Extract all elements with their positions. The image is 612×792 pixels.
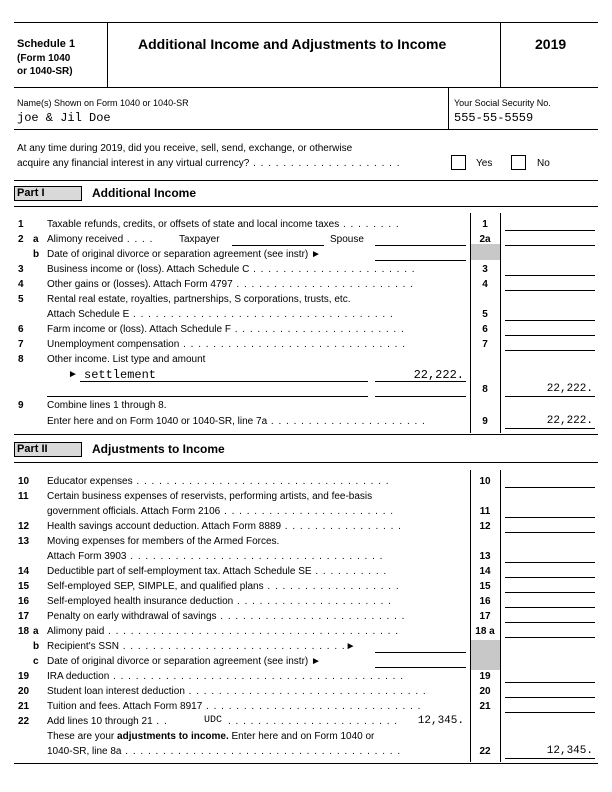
line-5-desc-1: Rental real estate, royalties, partnerships, S corporations, trusts, etc. xyxy=(47,294,351,305)
line-22-number: 22 xyxy=(18,716,30,727)
name-label: Name(s) Shown on Form 1040 or 1040-SR xyxy=(17,98,189,108)
line-10-amount-field[interactable] xyxy=(505,487,595,488)
line-5-desc-2: Attach Schedule E . . . . . . . . . . . . . . . . . . . . . . . . . . . . . . . . . . . xyxy=(47,309,394,320)
line-2a-spouse-label: Spouse xyxy=(330,234,364,245)
line-21-desc: Tuition and fees. Attach Form 8917 . . . . . . . . . . . . . . . . . . . . . . . . . . . . . xyxy=(47,701,422,712)
line-17-desc: Penalty on early withdrawal of savings . . . . . . . . . . . . . . . . . . . . . . . . . xyxy=(47,611,406,622)
line-16-desc: Self-employed health insurance deduction . . . . . . . . . . . . . . . . . . . . . xyxy=(47,596,392,607)
line-2a-amount-field[interactable] xyxy=(505,245,595,246)
line-21-amount-field[interactable] xyxy=(505,712,595,713)
line-1-number: 1 xyxy=(18,219,24,230)
form-line-2: or 1040-SR) xyxy=(17,66,73,77)
line-2a-spouse-field[interactable] xyxy=(375,245,466,246)
line-20-box: 20 xyxy=(479,686,491,697)
arrow-right-icon: ► xyxy=(311,656,321,667)
line-22-inline-amount[interactable]: 12,345. xyxy=(417,715,464,727)
line-11-desc-2: government officials. Attach Form 2106 . . . . . . . . . . . . . . . . . . . . . . . xyxy=(47,506,395,517)
line-12-box: 12 xyxy=(479,521,491,532)
line-15-desc: Self-employed SEP, SIMPLE, and qualified plans . . . . . . . . . . . . . . . . . . xyxy=(47,581,400,592)
line-8-amount[interactable]: 22,222. xyxy=(546,383,593,395)
line-7-number: 7 xyxy=(18,339,24,350)
part1-label: Part I xyxy=(14,186,82,201)
line-15-box: 15 xyxy=(479,581,491,592)
line-18a-desc: Alimony paid . . . . . . . . . . . . . . . . . . . . . . . . . . . . . . . . . . . . . . . xyxy=(47,626,399,637)
line-18c-date-field[interactable] xyxy=(375,667,466,668)
line-14-box: 14 xyxy=(479,566,491,577)
line-6-desc: Farm income or (loss). Attach Schedule F . . . . . . . . . . . . . . . . . . . . . . . xyxy=(47,324,405,335)
line-13-desc-1: Moving expenses for members of the Armed Forces. xyxy=(47,536,280,547)
line-18b-desc: Recipient's SSN . . . . . . . . . . . . . . . . . . . . . . . . . . . . . .► xyxy=(47,641,356,652)
line-8-type-field[interactable]: settlement xyxy=(84,368,157,382)
line-16-amount-field[interactable] xyxy=(505,607,595,608)
virtual-currency-question-line2: acquire any financial interest in any virtual currency? . . . . . . . . . . . . . . . . . . . . xyxy=(17,158,401,169)
line-15-amount-field[interactable] xyxy=(505,592,595,593)
yes-label: Yes xyxy=(476,158,493,169)
line-16-box: 16 xyxy=(479,596,491,607)
line-14-number: 14 xyxy=(18,566,30,577)
line-7-desc: Unemployment compensation . . . . . . . . . . . . . . . . . . . . . . . . . . . . . . xyxy=(47,339,406,350)
line-3-number: 3 xyxy=(18,264,24,275)
line-11-amount-field[interactable] xyxy=(505,517,595,518)
line-12-number: 12 xyxy=(18,521,30,532)
line-2b-desc: Date of original divorce or separation agreement (see instr) ► xyxy=(47,249,321,260)
line-9-box: 9 xyxy=(482,416,488,427)
line-21-box: 21 xyxy=(479,701,491,712)
line-9-number: 9 xyxy=(18,400,24,411)
line-19-number: 19 xyxy=(18,671,30,682)
line-14-desc: Deductible part of self-employment tax. Attach Schedule SE . . . . . . . . . . xyxy=(47,566,388,577)
line-11-box: 11 xyxy=(479,506,491,517)
line-9-desc-2: Enter here and on Form 1040 or 1040-SR, line 7a . . . . . . . . . . . . . . . . . . . . . xyxy=(47,416,426,427)
line-4-amount-field[interactable] xyxy=(505,290,595,291)
line-5-amount-field[interactable] xyxy=(505,320,595,321)
line-3-desc: Business income or (loss). Attach Schedule C . . . . . . . . . . . . . . . . . . . . . . xyxy=(47,264,416,275)
line-8-inline-amount[interactable]: 22,222. xyxy=(413,368,464,382)
form-title: Additional Income and Adjustments to Income xyxy=(138,36,447,52)
line-2a-taxpayer-label: Taxpayer xyxy=(179,234,220,245)
line-12-desc: Health savings account deduction. Attach Form 8889 . . . . . . . . . . . . . . . . xyxy=(47,521,402,532)
line-9-amount[interactable]: 22,222. xyxy=(546,415,593,427)
line-2a-box: 2a xyxy=(479,234,491,245)
line-18c-sub: c xyxy=(33,656,39,667)
line-20-number: 20 xyxy=(18,686,30,697)
line-13-number: 13 xyxy=(18,536,30,547)
virtual-currency-no-checkbox[interactable] xyxy=(511,155,526,170)
name-field[interactable]: joe & Jil Doe xyxy=(17,111,111,125)
line-10-number: 10 xyxy=(18,476,30,487)
line-18c-desc: Date of original divorce or separation agreement (see instr) ► xyxy=(47,656,321,667)
arrow-right-icon: ► xyxy=(345,641,356,652)
tax-year: 2019 xyxy=(535,36,567,52)
line-22-desc-3: 1040-SR, line 8a . . . . . . . . . . . . . . . . . . . . . . . . . . . . . . . . . . . . . xyxy=(47,746,402,757)
line-3-amount-field[interactable] xyxy=(505,275,595,276)
line-20-desc: Student loan interest deduction . . . . . . . . . . . . . . . . . . . . . . . . . . . . . . . . xyxy=(47,686,427,697)
line-5-number: 5 xyxy=(18,294,24,305)
arrow-right-icon: ► xyxy=(68,369,78,380)
line-6-number: 6 xyxy=(18,324,24,335)
arrow-right-icon: ► xyxy=(311,249,321,260)
line-15-number: 15 xyxy=(18,581,30,592)
line-17-amount-field[interactable] xyxy=(505,622,595,623)
line-7-box: 7 xyxy=(482,339,488,350)
line-5-box: 5 xyxy=(482,309,488,320)
line-22-code: UDC xyxy=(204,715,223,726)
line-18a-sub: a xyxy=(33,626,39,637)
line-20-amount-field[interactable] xyxy=(505,697,595,698)
line-7-amount-field[interactable] xyxy=(505,350,595,351)
line-1-box: 1 xyxy=(482,219,488,230)
line-19-desc: IRA deduction . . . . . . . . . . . . . . . . . . . . . . . . . . . . . . . . . . . . . . . xyxy=(47,671,404,682)
line-4-desc: Other gains or (losses). Attach Form 4797 . . . . . . . . . . . . . . . . . . . . . . . . xyxy=(47,279,414,290)
schedule-label: Schedule 1 xyxy=(17,38,76,50)
ssn-field[interactable]: 555-55-5559 xyxy=(454,111,534,125)
line-1-desc: Taxable refunds, credits, or offsets of state and local income taxes . . . . . . . . xyxy=(47,219,400,230)
line-22-box: 22 xyxy=(479,746,491,757)
ssn-label: Your Social Security No. xyxy=(454,98,551,108)
line-17-number: 17 xyxy=(18,611,30,622)
line-22-amount[interactable]: 12,345. xyxy=(546,745,593,757)
line-4-box: 4 xyxy=(482,279,488,290)
line-1-amount-field[interactable] xyxy=(505,230,595,231)
line-13-box: 13 xyxy=(479,551,491,562)
line-16-number: 16 xyxy=(18,596,30,607)
line-9-desc-1: Combine lines 1 through 8. xyxy=(47,400,167,411)
line-2b-date-field[interactable] xyxy=(375,260,466,261)
line-13-desc-2: Attach Form 3903 . . . . . . . . . . . . . . . . . . . . . . . . . . . . . . . . . . xyxy=(47,551,384,562)
virtual-currency-yes-checkbox[interactable] xyxy=(451,155,466,170)
line-8-number: 8 xyxy=(18,354,24,365)
line-3-box: 3 xyxy=(482,264,488,275)
line-18b-ssn-field[interactable] xyxy=(375,652,466,653)
line-22-desc: Add lines 10 through 21 . . xyxy=(47,716,168,727)
line-8-desc: Other income. List type and amount xyxy=(47,354,206,365)
form-line-1: (Form 1040 xyxy=(17,53,71,64)
line-21-number: 21 xyxy=(18,701,30,712)
line-22-desc-2: These are your adjustments to income. Enter here and on Form 1040 or xyxy=(47,731,375,742)
line-4-number: 4 xyxy=(18,279,24,290)
line-13-amount-field[interactable] xyxy=(505,562,595,563)
line-2a-taxpayer-field[interactable] xyxy=(232,245,324,246)
line-2-number: 2 xyxy=(18,234,24,245)
line-10-box: 10 xyxy=(479,476,491,487)
line-2a-sub: a xyxy=(33,234,39,245)
line-19-box: 19 xyxy=(479,671,491,682)
line-6-box: 6 xyxy=(482,324,488,335)
line-2a-desc: Alimony received . . . . xyxy=(47,234,154,245)
line-2b-sub: b xyxy=(33,249,40,260)
no-label: No xyxy=(537,158,550,169)
virtual-currency-question-line1: At any time during 2019, did you receive, sell, send, exchange, or otherwise xyxy=(17,143,353,154)
line-14-amount-field[interactable] xyxy=(505,577,595,578)
line-12-amount-field[interactable] xyxy=(505,532,595,533)
line-6-amount-field[interactable] xyxy=(505,335,595,336)
line-17-box: 17 xyxy=(479,611,491,622)
part1-title: Additional Income xyxy=(92,186,197,200)
line-11-number: 11 xyxy=(18,491,29,502)
line-8-box: 8 xyxy=(482,384,488,395)
line-18a-amount-field[interactable] xyxy=(505,637,595,638)
line-10-desc: Educator expenses . . . . . . . . . . . . . . . . . . . . . . . . . . . . . . . . . . xyxy=(47,476,390,487)
line-19-amount-field[interactable] xyxy=(505,682,595,683)
part2-title: Adjustments to Income xyxy=(92,442,225,456)
line-18b-sub: b xyxy=(33,641,40,652)
part2-label: Part II xyxy=(14,442,82,457)
line-18a-box: 18 a xyxy=(475,626,495,637)
line-18-number: 18 xyxy=(18,626,30,637)
line-11-desc-1: Certain business expenses of reservists, performing artists, and fee-basis xyxy=(47,491,373,502)
